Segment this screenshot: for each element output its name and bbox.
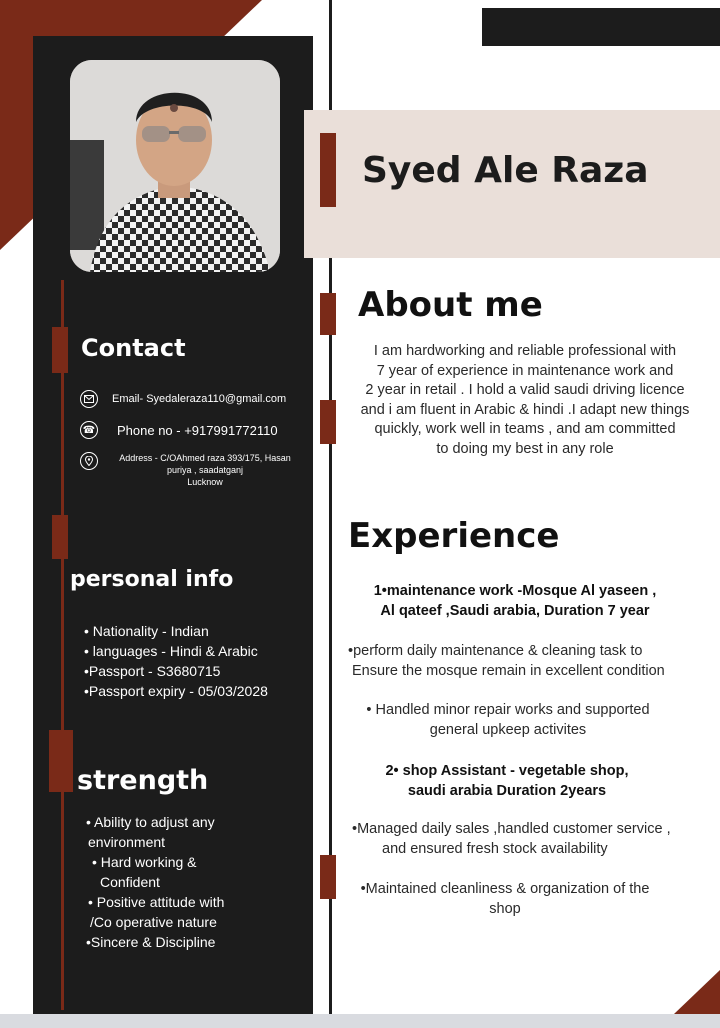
job1-point-line: •perform daily maintenance & cleaning task to <box>348 643 643 659</box>
address-line: puriya , saadatganj <box>166 465 244 475</box>
about-line: 7 year of experience in maintenance work and <box>376 362 674 379</box>
personal-info-item: •Passport expiry - 05/03/2028 <box>84 683 268 699</box>
job2-title-line: saudi arabia Duration 2years <box>407 782 607 799</box>
job1-point-1 <box>340 642 700 681</box>
mail-icon <box>80 390 98 408</box>
job1-point-line: • Handled minor repair works and supported <box>366 702 650 718</box>
about-paragraph <box>340 342 710 459</box>
corner-accent-triangle-bottom <box>674 970 720 1014</box>
job1-point-2 <box>340 701 676 740</box>
strength-item: •Sincere & Discipline <box>86 934 216 950</box>
contact-phone-row <box>80 421 278 441</box>
job2-title <box>340 762 674 801</box>
about-line: to doing my best in any role <box>436 440 614 457</box>
strength-item: environment <box>88 834 166 850</box>
job1-title-line: Al qateef ,Saudi arabia, Duration 7 year <box>380 602 650 619</box>
about-accent-block <box>320 293 336 335</box>
contact-accent-block <box>52 327 68 373</box>
about-heading: About me <box>358 285 543 325</box>
about-line: I am hardworking and reliable professional with <box>373 343 677 359</box>
contact-heading: Contact <box>81 334 186 362</box>
location-pin-icon <box>80 452 98 470</box>
contact-email-row <box>80 390 286 408</box>
about-line: 2 year in retail . I hold a valid saudi driving licence <box>365 382 685 398</box>
strength-item: Confident <box>100 874 160 890</box>
sidebar-accent-line <box>61 280 64 1010</box>
personal-info-accent-block <box>52 515 68 559</box>
name-accent-block <box>320 133 336 207</box>
strength-item: • Positive attitude with <box>88 894 225 910</box>
contact-address-row <box>80 452 296 488</box>
personal-info-item: • Nationality - Indian <box>84 623 209 639</box>
header-dark-bar <box>482 8 720 46</box>
phone-icon: ☎ <box>80 421 98 439</box>
about-accent-block-2 <box>320 400 336 444</box>
address-line: Lucknow <box>187 477 223 487</box>
contact-phone: Phone no - +917991772110 <box>117 423 278 438</box>
profile-photo <box>70 60 280 272</box>
strength-item: • Hard working & <box>92 854 197 870</box>
strength-accent-block <box>49 730 73 792</box>
experience-accent-block <box>320 855 336 899</box>
personal-info-list <box>84 621 268 701</box>
job1-title <box>340 582 690 621</box>
job2-point-line: shop <box>489 900 521 917</box>
about-line: quickly, work well in teams , and am committed <box>374 421 676 437</box>
person-name: Syed Ale Raza <box>362 150 649 191</box>
strength-item: • Ability to adjust any <box>86 814 215 830</box>
strength-item: /Co operative nature <box>90 914 217 930</box>
personal-info-item: • languages - Hindi & Arabic <box>84 643 258 659</box>
personal-info-item: •Passport - S3680715 <box>84 663 221 679</box>
contact-email: Email- Syedaleraza110@gmail.com <box>112 393 287 405</box>
job1-point-line: general upkeep activites <box>429 721 587 738</box>
job2-title-line: 2• shop Assistant - vegetable shop, <box>385 763 629 779</box>
job2-point-1 <box>340 820 710 859</box>
job2-point-2 <box>340 880 670 919</box>
personal-info-heading: personal info <box>70 567 234 592</box>
profile-photo-illustration <box>70 60 280 272</box>
job2-point-line: •Managed daily sales ,handled customer service , <box>352 821 671 837</box>
address-line: Address - C/OAhmed raza 393/175, Hasan <box>119 453 291 463</box>
page-bottom-strip <box>0 1014 720 1028</box>
experience-heading: Experience <box>348 516 560 556</box>
about-line: and i am fluent in Arabic & hindi .I adapt new things <box>360 401 690 418</box>
contact-address <box>114 452 296 488</box>
job2-point-line: and ensured fresh stock availability <box>382 840 608 857</box>
job1-title-line: 1•maintenance work -Mosque Al yaseen , <box>373 583 657 599</box>
strength-list <box>86 812 224 952</box>
strength-heading: strength <box>77 765 209 796</box>
job2-point-line: •Maintained cleanliness & organization of the <box>360 881 650 897</box>
job1-point-line: Ensure the mosque remain in excellent condition <box>352 662 665 679</box>
